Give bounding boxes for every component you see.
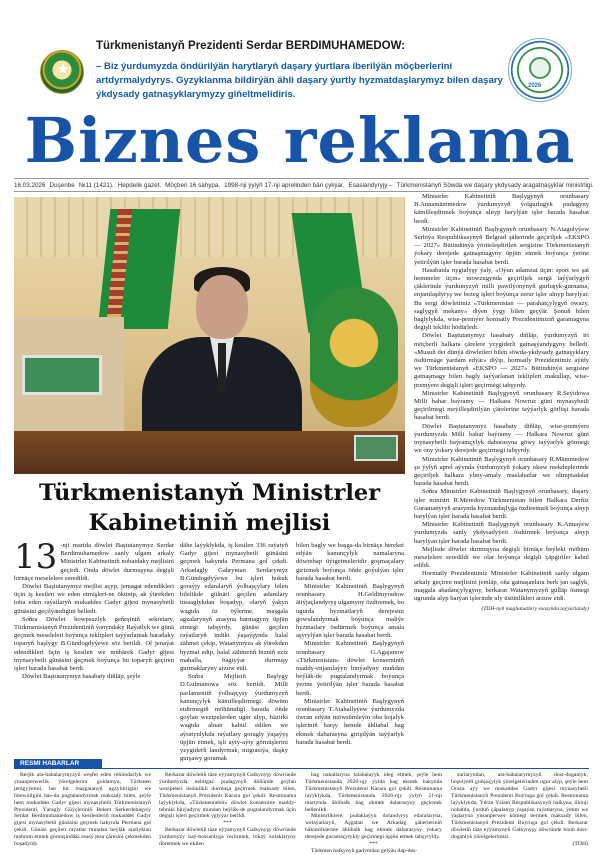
paragraph: Soňra Ministrler Kabinetiniň Başlygynyň orunbasary, daşary işler ministri R.Meredow Türkmenistan bilen Halkara Derňiz Guramanyryň arasynda hyzmatdaşlyga özdiretmek boýunça alnyp barylýan işler barada hasabat berdi. bbox=[414, 488, 589, 520]
year-emblem-icon bbox=[508, 38, 572, 102]
paragraph: surlaryndan, ata-babalarymyzyň dost-doganlyk, hoşniýetli goňşuçylyk ýörelgelerinden ugur alyp, şeýle hem Oraza aýy we mukaddes Gadyr gijesi mynasybetli Türkmenistanyň Prezidenti Buýruga gol çekdi. Resminama laýyklykda, Ýérzn Yslam Respublikasynyň halkyna, ilkinji nobatda, ýurduň çäpalanyp ýaşaýan raýatlaryna, ýetim we ýaşlaryna ynsanperwer kömegi bermek maksady bilen, Türkmenistanyň Prezidenti Buýruga gol çekdi. Berkarar döwletiň täze eýýamynyň Galkynyşy döwründe biziň dost-doganlyk ýörelgelerimizi. bbox=[451, 772, 588, 841]
masthead bbox=[0, 0, 600, 112]
issue-number: №11 (1421). bbox=[78, 181, 114, 189]
paragraph: Ministrler Kabinetiniň Başlygynyň orunbasary G.Agajanow «Türkmenistan» döwlet konserniniň maddy-enjamlaýyn binýadyny muňdan beýläk-de pugtalandyrmak boýunça ýerine ýetirilýän işler barada hasabat berdi. bbox=[296, 640, 404, 697]
article-column-2 bbox=[180, 542, 288, 763]
paragraph: Berkarar döwletiň täze eýýamynyň Galkynyşy döwründe ýurdumyzda nebitgaz pudagynyň döňünde goýlan wezipeleri üstünlikli durmuşa geçirmek maksady bilen, Türkmenistanyň Prezidenti Karara gol çekdi. Resminama laýyklykda, «Türkmennebit» döwlet konsernine maddy-tehniki binýadyny mundan beýläk-de pugtalandyrmak üçin degişli işleri geçirmek ygtyýar berildi. bbox=[159, 772, 296, 820]
presidential-standard-icon bbox=[310, 287, 398, 427]
separator: *** bbox=[223, 820, 232, 827]
issue-since: 1998-nji ýylyň 17-nji aprelinden bäri çykýar. bbox=[224, 181, 345, 189]
video-screen-icon bbox=[22, 355, 102, 395]
issue-frequency: Hepdelik gazet. bbox=[117, 181, 162, 189]
emblem-year: 2026 bbox=[528, 83, 542, 89]
article-column-1 bbox=[14, 537, 174, 752]
paragraph: dähe laýyklykda, iş kesilen 336 raýatyň Gadyr gijesi mynasybetli günäsini geçmek hakynda Permana gol çekdi. Arkadagly Gahryman Serdarymyz B.Gündogdyýewe bu işleri hukuk goraýjy edaralaryň ýolbaşçylary bilen bilelikde gülnäri geçilen adamlary tussaglykdan boşadyp, olaryň ýakyn wagtda öz öýlerine, maşgala agzalarynyň arasyna barmagyny üpjün etmegi tabşyrdy, günäsi geçilen raýatlaryň indiki ýaşaýşynda halal zähmet çekip, Watanymyza ak ýürekden hyzmat edip, halal zähmetiň bizniň eziz mahalla, bagtyýar durmuşy gurmaklaryny arzuw etdi. bbox=[180, 542, 288, 673]
resmi-column-2 bbox=[159, 772, 296, 848]
resmi-column-3 bbox=[305, 772, 442, 854]
issue-section: Esaslandyryjy – bbox=[348, 181, 393, 189]
separator: *** bbox=[369, 841, 378, 848]
paragraph: Döwlet Baştutanymyz hasabaty diňläp, wise-premýere ýurdumyzda Milli bahar baýramy — Halkara Nowruz güni mynasybetli baýramçylyk dabarasyna göwy taýýarlyk görmegi we ony ýokary derejede geçirmegi tabşyrdy. bbox=[414, 422, 589, 455]
paragraph: Ministrler Kabinetiniň Başlygynyň orunbasary T.Atahallyýew ýurdumyzda öwran edýän möwsümleýin oba hojalyk işleriniň barşy hemde ähliabal bag ekmek dabarasyna girişilýän taýýarlyk barada hasabat berdi. bbox=[296, 697, 404, 746]
monitor-icon bbox=[354, 435, 398, 461]
article-column-3 bbox=[296, 542, 404, 752]
paragraph: Ministrler Kabinetiniň Başlygynyň orunbasary B.Annamämmedow ýurdumyzyň ýolgurlugyk pudagyny kämilleşdirmek boýunça alnyp barylýan işler barada hasabat berdi. bbox=[414, 193, 589, 225]
paragraph: Ministrler Kabinetiniň Başlygynyň orunbasary R.Mämmedow şu ýylyň aprel aýynda ýurdumyzyň ýokary okuw mekdeplerinde geçiriljek halkara ylmy-amaly maslahatlar we olimpiadalar barada hasabat berdi. bbox=[414, 455, 589, 488]
headline-line-2: Kabinetiniň mejlisi bbox=[88, 510, 331, 536]
drop-cap: 13 bbox=[14, 537, 58, 577]
flag-icon bbox=[98, 209, 181, 329]
issue-size: Möçberi 16 sahypa. bbox=[165, 181, 221, 189]
resmi-credit: (TDH) bbox=[572, 841, 588, 848]
newspaper-logo: Biznes reklama bbox=[24, 104, 576, 177]
paragraph: bilen bagly we başga-da birnäçe hereket edýän kanunçylyk namalaryna döwrebap üýtgetmeleridir goşmaçalary girizmek boýunça öňde goýulýan işler barada hasabat berdi. bbox=[296, 542, 404, 582]
resmi-column-4 bbox=[451, 772, 588, 848]
paragraph: Mejlisde döwlet durmuşyna degişli birnäçe beýleki möhüm meselelere seredildi we olar boýunça degişli çäpgirtler kabul edildi. bbox=[414, 545, 589, 570]
president-photo bbox=[14, 197, 405, 474]
paragraph: Döwlet Baştutanymyz hasabaty diňläp, şeýle bbox=[22, 673, 141, 681]
issue-info-bar bbox=[14, 178, 594, 192]
header-quote: – Biz ýurdumyzda öndürilýän harytlaryň daşary ýurtlara iberilýän möçberlerini artdyrmalydyrys. Gyzyklanma bildirýän ähli daşary ýurtly hyzmatdaşlarymyz bilen daşary ýkdysady gatnaşyklarymyzy giňeltmelidiris. bbox=[96, 61, 503, 100]
state-emblem-icon bbox=[40, 50, 84, 94]
paragraph: -nji martda döwlet Baştutanymyz Serdar Berdimuhamedow sanly ulgam arkaly Ministrler Kabinetiniň nobatdaky mejlisini geçirdi. Onda döwlet durmuşyna degişli birnäçe meselelere seredildi. bbox=[14, 542, 174, 582]
headline-line-1: Türkmenistanyň Ministrler bbox=[38, 480, 381, 506]
article-column-right bbox=[414, 193, 589, 753]
issue-founder: Türkmenistanyň Söwda we daşary ykdysady aragatnaşyklar ministrligi. bbox=[396, 181, 594, 189]
header-title: Türkmenistanyň Prezidenti Serdar BERDIMUHAMEDOW: bbox=[96, 40, 406, 52]
resmi-column-1 bbox=[14, 772, 151, 848]
paragraph: Hormatly Prezidentimiz Ministrler Kabinetiniň sanly ulgam arkaly geçiren mejlisini jemläp, oňa gatnaşanlara berk jan saglyk, maşgala abadançylygyny, berkarar Watanymyzyň gülläp ösmegi ugrunda alyp barýan işlerinde uly üstünlikleri arzuw etdi. bbox=[414, 570, 589, 602]
paragraph: Berkarar döwletiň täze eýýamynyň Galkynyşy döwründe ýurdumyzy baý-bossanlyga öwürmek, tokaý zolaklaryny döretmek we ekilen bbox=[159, 827, 296, 848]
paragraph: Döwlet Baştutanymyz hasabaty diňläp, ýurdumyzyň iri möçberli halkara çärelere yzygiderli gatnaşýandygyny belledi. «Musuň dei dünýä döwletleri bilen söwda-ykdysady gatnaşyklary ösdürmäge ýardam edýär» diýip, hormatly Prezidentimiz aýtdy we Türkmenistanyň «EKSPO — 2027» Bütindünýä sergisine gatnaşmagy bilen bagly taýýarlanan teklipleri makullap, wise-premýere degişli işleri geçirmegi tabşyrdy. bbox=[414, 332, 589, 389]
section-divider bbox=[102, 768, 589, 769]
paragraph: Ministrliklere, pudaklaýyn dolandyryş edaralaryna, welaýatlaryň, Aşgabat we Arkadag şäherleriniň häkimliklerine ählihalk bag ekmek dabarasyny ýokary derejede guramaçylykly geçirmegi üpjün etmek tabşyryldy. bbox=[305, 813, 442, 841]
paragraph: Ministrler Kabinetiniň Başlygynyň orunbasary H.Geldimyradow ätiýjaçlandyryş ulgamyny özdiremek, bu ugurda hyzmatlaryň derejesini gowulandyrmak boýunça maliýe hyzmatlary ösdürmek boýunça amala aşyrylýan işler barada hasabat berdi. bbox=[296, 583, 404, 640]
paragraph: bag nahallaryna talabalaýyk ideg etmek, şeýle hem Türkmenistanda 2026-njy ýylda bag ekmek hakynda Türkmenistanyň Prezidenti Karara gol çekdi. Resminama laýyklykda, Türkmenistanda 2026-njy ýylyň 21-nji martynda ählihalk bag ekmek dabarasyny geçirmek bellenildi. bbox=[305, 772, 442, 813]
paragraph: Ministrler Kabinetiniň Başlygynyň orunbasary N.Atagulyýew Serbiýa Respublikasynyň Belgrad şäherinde geçiriljek «EKSPO — 2027» Bütindünýä ýöriteleşdirilen sergisine Türkmenistanyň ýokary derejede gatnaşmagyny üpjün etmek boýunça ýerine ýetirilýän işler barada hasabat berdi. bbox=[414, 225, 589, 266]
paragraph: Soňra Mejlisiň Başlygy D.Gulmanowa söz berildi. Milli parlamentiň ýolbaşçysy ýurdumyzyň kanunçylyk kämilleşdirmegi döwüm etdirmegiň möhümdigi barada öňde goýlan wezipelerden ugur alyp, häzirki wagtda alnan kabul edilen we aýratynlykda raýatlary goragly ýaşaýyş üpjün etmek, işli aýty-aýty görnüşlerini yzygiderli landyrmak, migrasiýa, daşky gurşawy goramak bbox=[180, 673, 288, 763]
section-label-resmi: RESMI HABARLAR bbox=[14, 759, 102, 769]
issue-weekday: Duşenbe bbox=[49, 181, 75, 189]
issue-date: 16.03.2026 bbox=[14, 181, 46, 189]
article-credit: (TDH-nyň maglumatlary esasynda taýýarlandy) bbox=[481, 606, 589, 613]
paragraph: Türkmen halkynyň gadymdan gelýän dap-des- bbox=[311, 847, 418, 854]
paragraph: Soňra Döwlet howpsuzlyk geňeşiniň sekretary, Türkmenistanyň Prezidentiniň ýanyndaky Raýatlyk we günä geçmek meseleleri boýunça teklipleri taýýarlamak baradaky toparyň başlygy B.Gündogdyýewe söz berildi. Ol jenaýat edendikleri üçin iş kesilen we mübärek Gadyr gijesi mynasybetli günäsini geçmek boýunça bu toparyň geçiren işleri barada hasabat berdi. bbox=[14, 615, 174, 673]
paragraph: Ministrler Kabinetiniň Başlygynyň orunbasary R.Seýidowa Milli bahar baýramy — Halkara Nowruz güni mynasybetli geçirilmegi meýilleşdirilýän çärelerine taýýarlyk görlüşi barada hasabat berdi. bbox=[414, 389, 589, 422]
paragraph: Hasabatda nygtalyşy ýaly, «Oýun adamzat üçin: sport we şat hemmeler üçin» mowzugynda geçiriljek sergä taýýarlygyň çäklerinde ýurdumyzyň milli pawilýonynyň gurluşyk-gurnama, enjamlaşdyryş we bezeg işleri boýunça zerur işler alnyp barylýar. Bu sergi döwletimiz «Türkmenistan — parahatçylygyň owazy, saglygyň mekany» diýen ýygy bilen geçýär. Şonuň bilen baglylykda, wise-premýer hormatly Prezidentimiziň garamagyna degişli teklibi hödürledi. bbox=[414, 266, 589, 332]
paragraph: Berjik ata-babalarymyzyň weşfet eden rehimdarlyk we ynsanperwerlik ýörelgelerini goldamyn, Türkmen jemgyýetini, her bir maşgalanyň agzybirligini we bitewüligini has-da pugtalandyrmak maksady bilen, şeýle hem mukaddes Gadyr gijesi mynasybetli Türkmenistanyň Prezidenti, Ýaragly Güýçleriniň Belent Serkerdebaşysy Serdar Berdimuhamedow iş kesilenleriň mukaddes Gadyr gijesi mynasybetli günäsini geçmek hakynda Permana gol çekdi. Günäsi geçilen raýatlar mundan beýläk aratlyklan mahrum etmek görnüşindäki esasy jeza çäresini çekmekden boşadyldy. bbox=[14, 772, 151, 848]
article-headline bbox=[14, 478, 405, 538]
paragraph: Ministrler Kabinetiniň Başlygynyň orunbasary K.Annaýew ýurdumyzda sanly ykdysadyýeti ösdürmek boýunça alnyp barylýan işler barada hasabat berdi. bbox=[414, 521, 589, 545]
paragraph: Döwlet Baştutanymyz mejlisi açyp, jemagat edendikleri üçin iş kesilen we eden etmişleri-ne ökünip, ak ýürekden toba eden raýatlaryň mukaddes Gadyr gijesi mynasybetli günäsini geçilýändigini belledi. bbox=[14, 583, 174, 615]
